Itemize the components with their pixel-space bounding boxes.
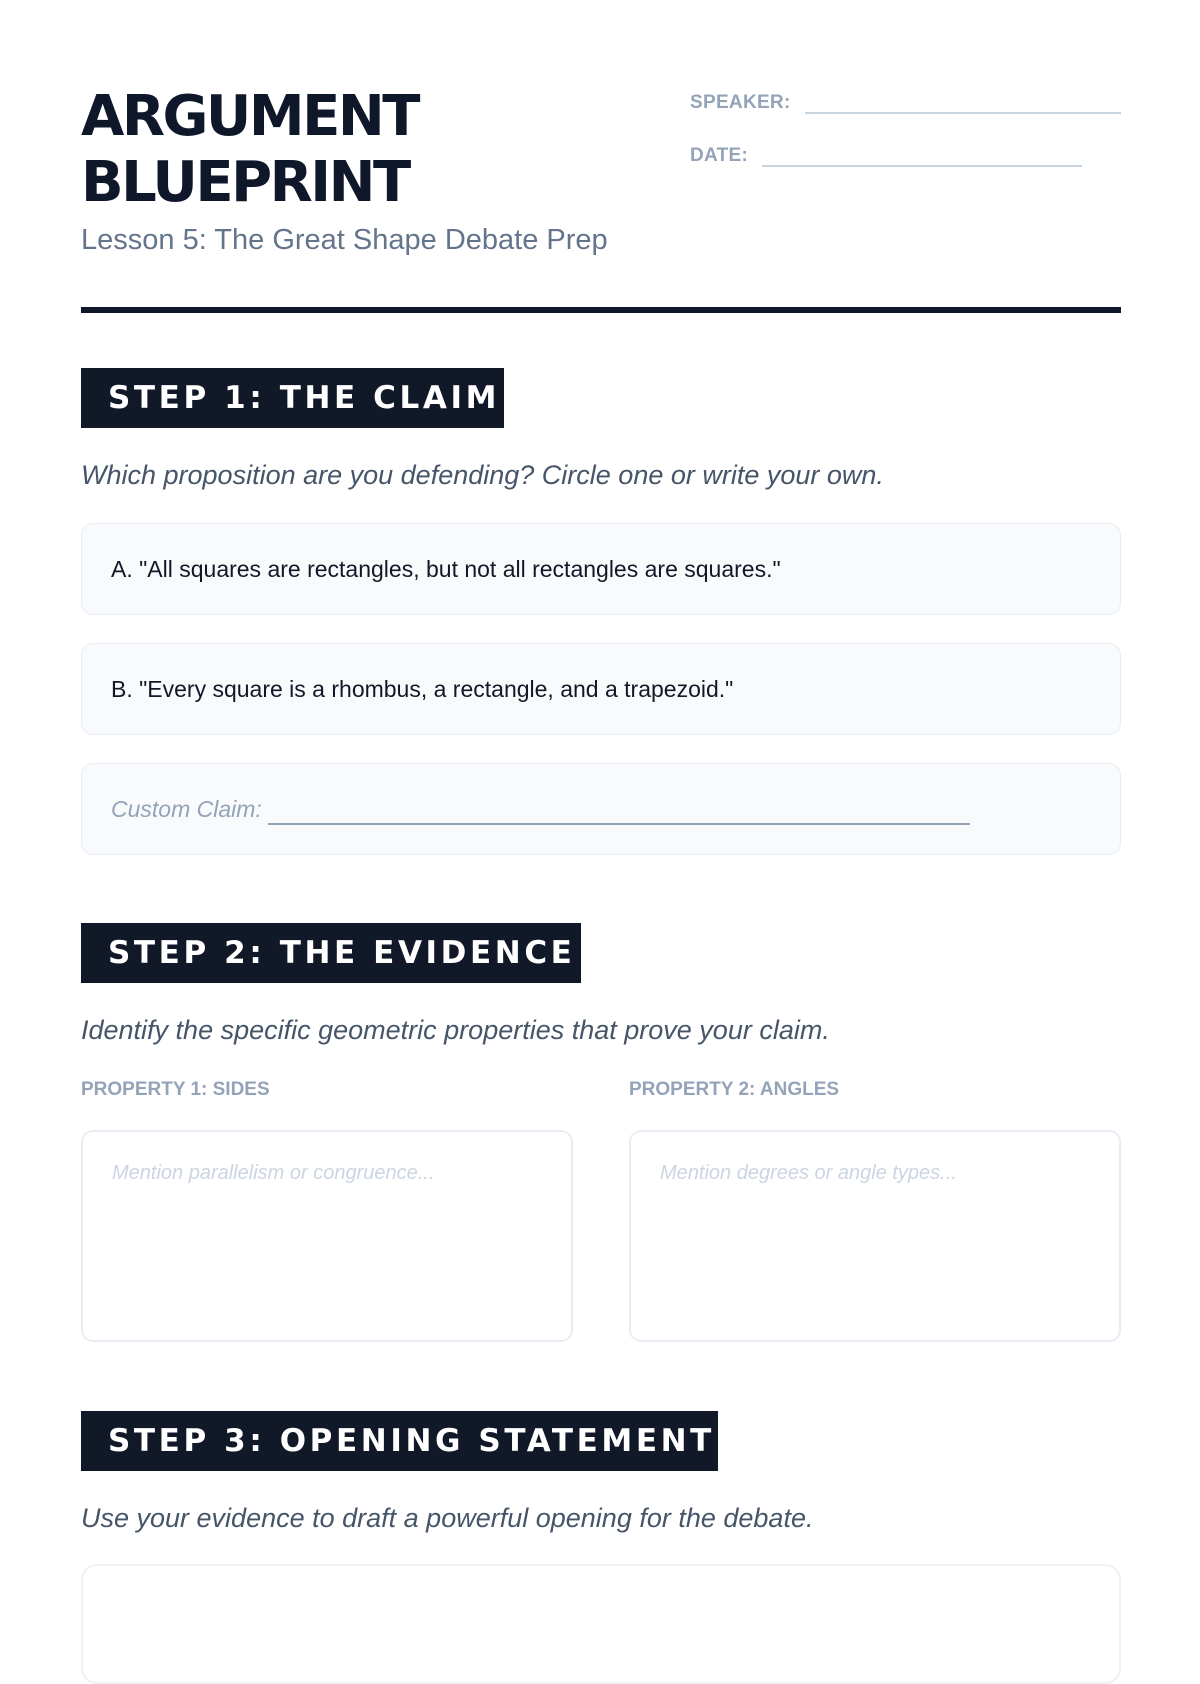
date-row — [690, 141, 1082, 167]
step3-instruction: Use your evidence to draft a powerful opening for the debate. — [81, 1503, 814, 1533]
property1-placeholder: Mention parallelism or congruence... — [112, 1162, 435, 1184]
lesson-subtitle: Lesson 5: The Great Shape Debate Prep — [81, 224, 608, 256]
step1-heading: STEP 1: THE CLAIM — [81, 368, 504, 428]
property1-textarea[interactable] — [81, 1130, 573, 1342]
custom-claim-line[interactable] — [268, 805, 970, 825]
step3-heading: STEP 3: OPENING STATEMENT — [81, 1411, 718, 1471]
speaker-label: SPEAKER: — [690, 92, 791, 113]
claim-option-b-text: B. "Every square is a rhombus, a rectangle, and a trapezoid." — [111, 675, 734, 702]
speaker-row — [690, 88, 1121, 114]
date-field[interactable] — [762, 141, 1082, 167]
opening-statement-textarea[interactable] — [81, 1564, 1121, 1684]
property1-label: PROPERTY 1: SIDES — [81, 1079, 270, 1100]
claim-option-b[interactable] — [81, 643, 1121, 735]
claim-option-a[interactable] — [81, 523, 1121, 615]
page-title — [81, 84, 418, 216]
property2-placeholder: Mention degrees or angle types... — [660, 1162, 957, 1184]
title-line-2: BLUEPRINT — [81, 150, 409, 215]
property2-textarea[interactable] — [629, 1130, 1121, 1342]
date-label: DATE: — [690, 145, 749, 166]
custom-claim-label: Custom Claim: — [111, 795, 262, 822]
property2-label: PROPERTY 2: ANGLES — [629, 1079, 840, 1100]
step2-heading: STEP 2: THE EVIDENCE — [81, 923, 581, 983]
header-divider — [81, 307, 1121, 313]
custom-claim-field[interactable] — [81, 763, 1121, 855]
claim-option-a-text: A. "All squares are rectangles, but not all rectangles are squares." — [111, 555, 781, 582]
title-line-1: ARGUMENT — [81, 84, 418, 149]
step2-instruction: Identify the specific geometric properties that prove your claim. — [81, 1015, 830, 1045]
speaker-field[interactable] — [805, 88, 1121, 114]
step1-instruction: Which proposition are you defending? Circle one or write your own. — [81, 460, 884, 490]
